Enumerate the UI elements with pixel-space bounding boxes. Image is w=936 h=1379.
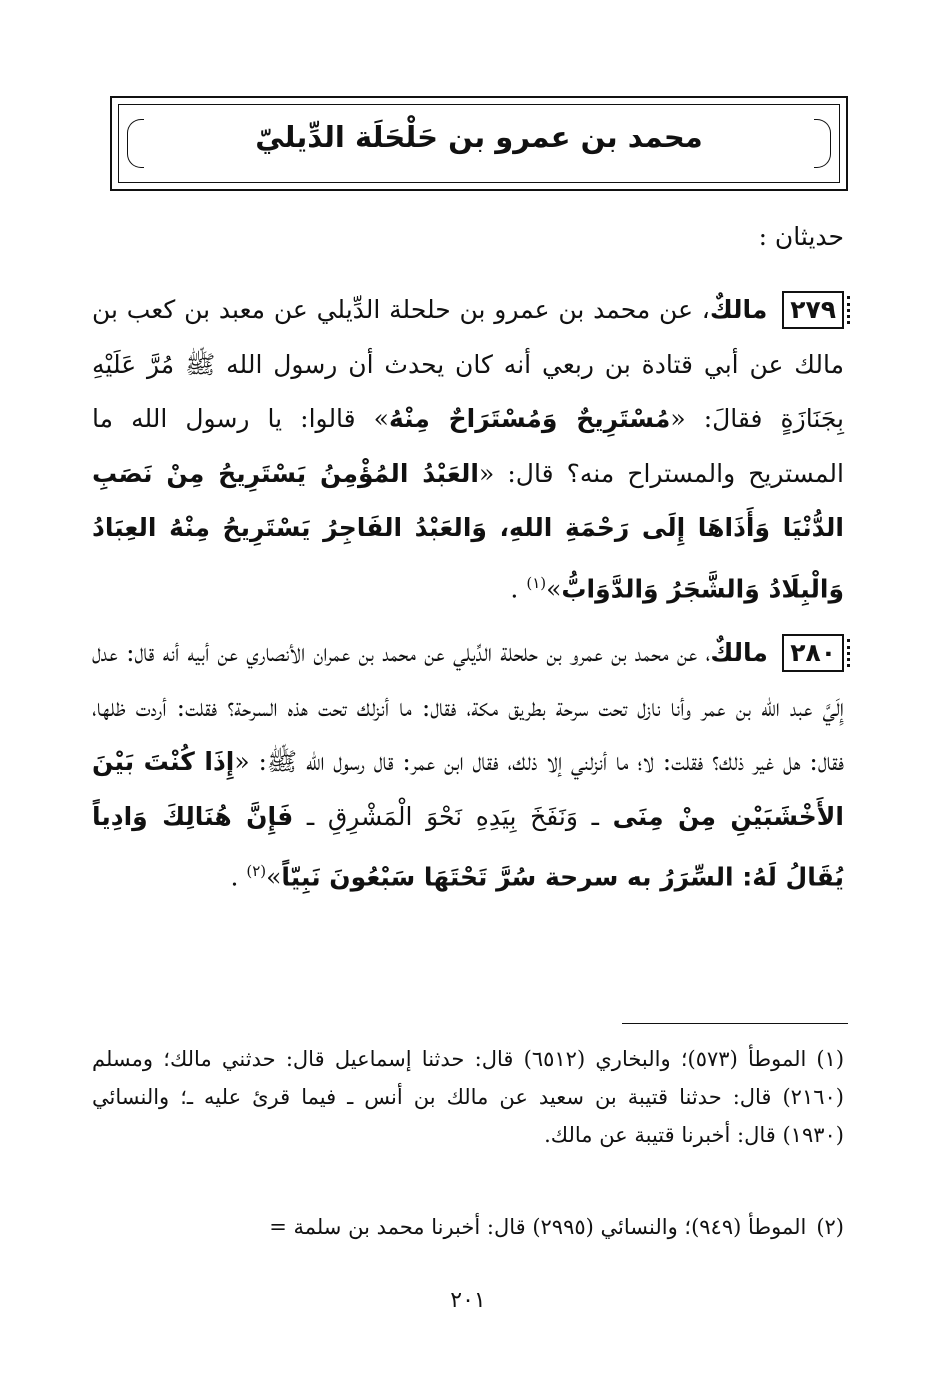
footnote-text: الموطأ (٥٧٣)؛ والبخاري (٦٥١٢) قال: حدثنا إسماعيل قال: حدثني مالك؛ ومسلم (٢١٦٠) قال: حدثنا قتيبة بن سعيد عن مالك بن أنس ـ فيما قرئ عليه ـ؛ والنسائي (١٩٣٠) قال: أخبرنا قتيبة عن مالك. xyxy=(92,1047,844,1147)
prophetic-quote: فَإِنَّ هُنَالِكَ وَادِياً يُقَالُ لَهُ: السِّرَرُ به سرحة سُرَّ تَحْتَهَا سَبْعُونَ نَبِيّاً xyxy=(92,801,844,892)
footnote-text: الموطأ (٩٤٩)؛ والنسائي (٢٩٩٥) قال: أخبرنا محمد بن سلمة = xyxy=(269,1215,807,1239)
chapter-title: محمد بن عمرو بن حَلْحَلَة الدِّيليّ xyxy=(255,120,703,154)
hadith-text: » xyxy=(266,862,282,892)
footnote-number: (٢) xyxy=(816,1215,844,1239)
intro-text: حديثان : xyxy=(758,222,844,251)
hadith-text: ـ وَنَفَخَ بِيَدِهِ نَحْوَ الْمَشْرِقِ ـ xyxy=(293,801,613,831)
footnote-ref: (٢) xyxy=(246,862,267,880)
hadith-text: ، عن محمد بن عمرو بن حلحلة الدِّيلي عن محمد بن عمران الأنصاري عن أبيه أنه قال: عدل إِلَيَّ عبد الله بن عمر وأنا نازل تحت سرحة بطريق مكة، فقال: ما أنزلك تحت هذه السرحة؟ فقلت: أردت ظلها، فقال: هل غير ذلك؟ فقلت: لا؛ ما أنزلني إلا ذلك، فقال ابن عمر: قال رسول الله ﷺ: « xyxy=(92,638,844,776)
footnote-1 xyxy=(92,1040,844,1154)
page-number: ٢٠١ xyxy=(450,1288,486,1313)
hadith-number-badge: ٢٧٩ xyxy=(782,291,844,329)
hadith-280 xyxy=(92,626,844,905)
prophetic-quote: مُسْتَرِيحٌ وَمُسْتَرَاحٌ مِنْهُ xyxy=(388,404,671,433)
hadith-number-badge: ٢٨٠ xyxy=(782,634,844,672)
hadith-text: ، عن محمد بن عمرو بن حلحلة الدِّيلي عن معبد بن كعب بن مالك عن أبي قتادة بن ربعي أنه كان يحدث أن رسول الله ﷺ مُرَّ عَلَيْهِ بِجَنَازَةٍ فقالَ: « xyxy=(92,295,844,433)
chapter-title-frame xyxy=(110,96,848,191)
footnote-2 xyxy=(92,1208,844,1246)
hadith-narrator: مالكٌ xyxy=(710,638,768,667)
hadith-text: » xyxy=(546,573,562,603)
prophetic-quote: إِذَا كُنْتَ بَيْنَ الأَخْشَبَيْنِ مِنْ مِنَى xyxy=(92,747,844,831)
hadith-ending: . xyxy=(230,862,247,892)
footnote-divider xyxy=(622,1023,848,1024)
hadith-279 xyxy=(92,283,844,616)
prophetic-quote: العَبْدُ المُؤْمِنُ يَسْتَرِيحُ مِنْ نَصَبِ الدُّنْيَا وَأَذَاهَا إِلَى رَحْمَةِ اللهِ، وَالعَبْدُ الفَاجِرُ يَسْتَرِيحُ مِنْهُ العِبَادُ وَالْبِلَادُ وَالشَّجَرُ وَالدَّوَابُّ xyxy=(92,458,844,603)
footnote-number: (١) xyxy=(816,1047,845,1071)
hadith-narrator: مالكٌ xyxy=(709,295,768,324)
hadith-text: » قالوا: يا رسول الله ما المستريح والمستراح منه؟ قال: « xyxy=(92,404,844,488)
footnote-ref: (١) xyxy=(526,573,547,592)
hadith-ending: . xyxy=(510,573,527,603)
